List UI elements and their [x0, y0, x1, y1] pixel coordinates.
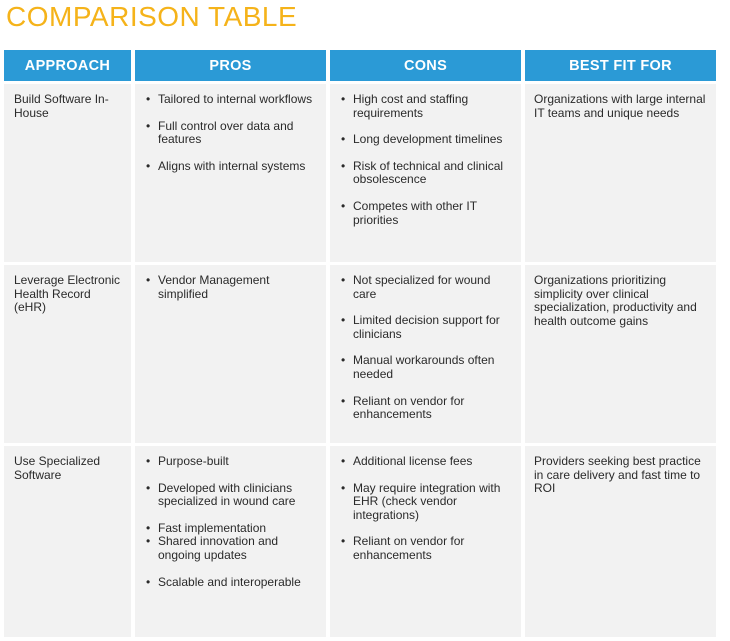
header-row: [4, 50, 716, 81]
list-item: • Risk of technical and clinical obsolescence: [353, 160, 513, 187]
list-item: • Tailored to internal workflows: [158, 93, 318, 107]
list-item: • Competes with other IT priorities: [353, 200, 513, 227]
page-title: COMPARISON TABLE: [6, 1, 298, 32]
table-row: [4, 81, 716, 262]
cons-list: [339, 274, 513, 422]
list-item: • Scalable and interoperable: [158, 576, 318, 590]
pros-cell: [135, 443, 326, 637]
approach-cell: Leverage Electronic Health Record (eHR): [4, 262, 131, 443]
list-item: • High cost and staffing requirements: [353, 93, 513, 120]
pros-cell: [135, 262, 326, 443]
pros-list: [144, 455, 318, 589]
pros-list: [144, 93, 318, 173]
best-fit-cell: Organizations prioritizing simplicity over clinical specialization, productivity and health outcome gains: [525, 262, 716, 443]
list-item: • Not specialized for wound care: [353, 274, 513, 301]
list-item: • May require integration with EHR (check vendor integrations): [353, 482, 513, 523]
list-item: • Aligns with internal systems: [158, 160, 318, 174]
approach-cell: Build Software In-House: [4, 81, 131, 262]
cons-cell: [330, 443, 521, 637]
list-item: • Reliant on vendor for enhancements: [353, 535, 513, 562]
pros-cell: [135, 81, 326, 262]
best-fit-cell: Providers seeking best practice in care delivery and fast time to ROI: [525, 443, 716, 637]
cons-cell: [330, 81, 521, 262]
best-fit-cell: Organizations with large internal IT teams and unique needs: [525, 81, 716, 262]
list-item: • Shared innovation and ongoing updates: [158, 535, 318, 562]
list-item: • Developed with clinicians specialized in wound care: [158, 482, 318, 509]
list-item: • Additional license fees: [353, 455, 513, 469]
list-item: • Vendor Management simplified: [158, 274, 318, 301]
list-item: • Manual workarounds often needed: [353, 354, 513, 381]
table-row: [4, 262, 716, 443]
list-item: • Purpose-built: [158, 455, 318, 469]
list-item: • Limited decision support for clinicians: [353, 314, 513, 341]
list-item: • Long development timelines: [353, 133, 513, 147]
table-row: [4, 443, 716, 637]
header-cons: CONS: [330, 50, 521, 81]
header-approach: APPROACH: [4, 50, 131, 81]
approach-cell: Use Specialized Software: [4, 443, 131, 637]
list-item: • Full control over data and features: [158, 120, 318, 147]
cons-list: [339, 455, 513, 563]
comparison-table: [0, 50, 720, 637]
pros-list: [144, 274, 318, 301]
header-best-fit: BEST FIT FOR: [525, 50, 716, 81]
header-pros: PROS: [135, 50, 326, 81]
cons-list: [339, 93, 513, 227]
cons-cell: [330, 262, 521, 443]
list-item: • Fast implementation: [158, 522, 318, 536]
list-item: • Reliant on vendor for enhancements: [353, 395, 513, 422]
